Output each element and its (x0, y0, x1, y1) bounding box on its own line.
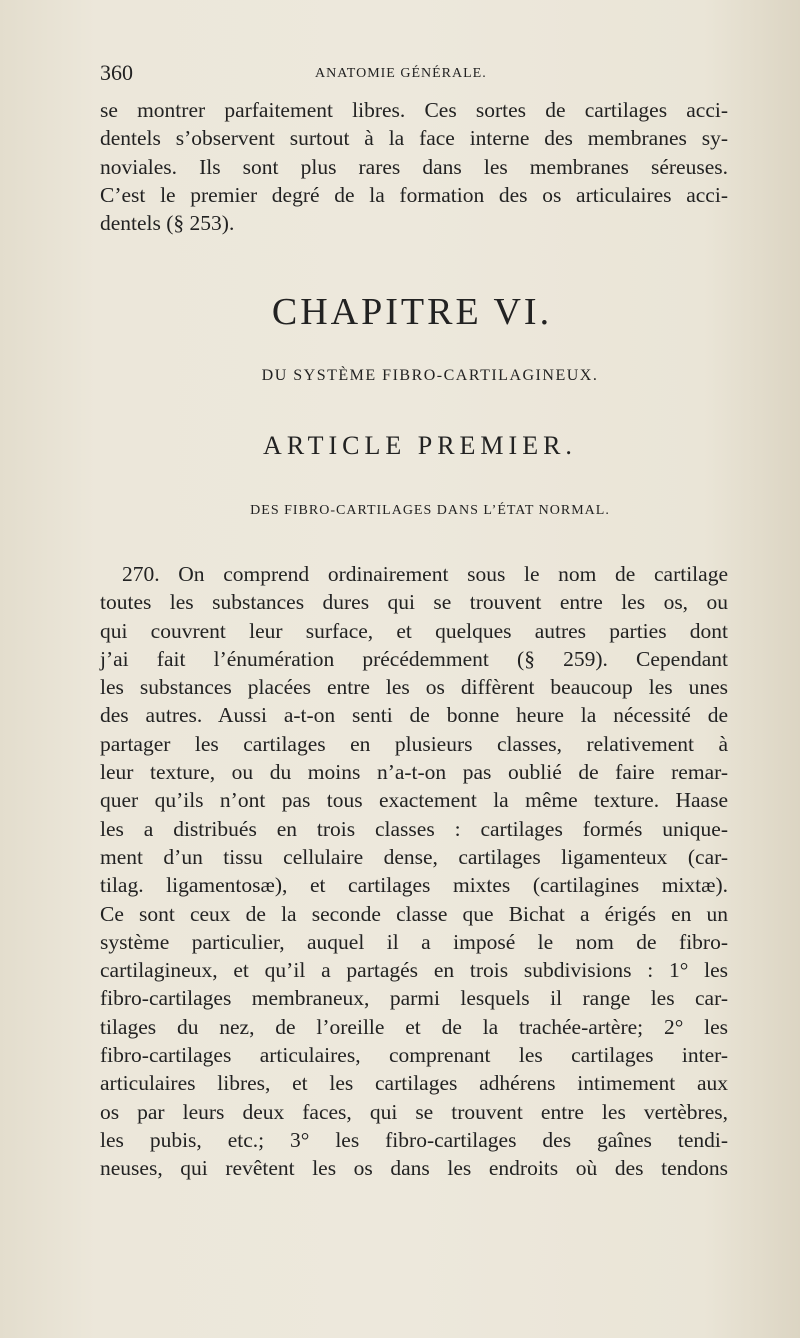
text-line: ment d’un tissu cellulaire dense, cartilages ligamenteux (car- (100, 844, 728, 869)
chapter-subtitle: DU SYSTÈME FIBRO-CARTILAGINEUX. (261, 367, 599, 384)
body-paragraph (100, 560, 728, 1183)
text-line: fibro-cartilages membraneux, parmi lesquels il range les car- (100, 986, 728, 1011)
text-line: C’est le premier degré de la formation des os articulaires acci- (100, 182, 728, 207)
text-line: tilag. ligamentosæ), et cartilages mixtes (cartilagines mixtæ). (100, 873, 728, 898)
text-line: les pubis, etc.; 3° les fibro-cartilages des gaînes tendi- (100, 1127, 728, 1152)
text-line: articulaires libres, et les cartilages adhérens intimement aux (100, 1071, 728, 1096)
text-line: neuses, qui revêtent les os dans les endroits où des tendons (100, 1156, 728, 1181)
text-line: qui couvrent leur surface, et quelques autres parties dont (100, 618, 728, 643)
text-line: fibro-cartilages articulaires, comprenant les cartilages inter- (100, 1043, 728, 1068)
text-line: se montrer parfaitement libres. Ces sortes de cartilages acci- (100, 98, 728, 122)
text-line: noviales. Ils sont plus rares dans les membranes séreuses. (100, 154, 728, 179)
text-line: 270. On comprend ordinairement sous le nom de cartilage (122, 562, 728, 586)
text-line: quer qu’ils n’ont pas tous exactement la même texture. Haase (100, 788, 728, 813)
text-line: dentels s’observent surtout à la face interne des membranes sy- (100, 126, 728, 151)
text-line: les a distribués en trois classes : cartilages formés unique- (100, 816, 728, 841)
article-title: ARTICLE PREMIER. (263, 431, 577, 460)
text-line: partager les cartilages en plusieurs classes, relativement à (100, 731, 728, 756)
running-head: ANATOMIE GÉNÉRALE. (315, 66, 487, 81)
text-line: Ce sont ceux de la seconde classe que Bichat a érigés en un (100, 901, 728, 926)
page-header (100, 60, 720, 90)
text-line: cartilagineux, et qu’il a partagés en trois subdivisions : 1° les (100, 958, 728, 983)
text-line: os par leurs deux faces, qui se trouvent entre les vertèbres, (100, 1099, 728, 1124)
chapter-title: CHAPITRE VI. (271, 291, 553, 333)
text-line: tilages du nez, de l’oreille et de la trachée-artère; 2° les (100, 1014, 728, 1039)
text-line: toutes les substances dures qui se trouvent entre les os, ou (100, 590, 728, 615)
text-line: leur texture, ou du moins n’a-t-on pas oublié de faire remar- (100, 760, 728, 785)
text-line: dentels (§ 253). (100, 211, 235, 236)
text-line: système particulier, auquel il a imposé le nom de fibro- (100, 929, 728, 954)
text-line: j’ai fait l’énumération précédemment (§ 259). Cependant (100, 646, 728, 671)
text-line: des autres. Aussi a-t-on senti de bonne heure la nécessité de (100, 703, 728, 728)
page-number: 360 (100, 60, 133, 85)
text-line: les substances placées entre les os diffèrent beaucoup les unes (100, 675, 728, 700)
intro-paragraph (100, 96, 728, 237)
article-subtitle: DES FIBRO-CARTILAGES DANS L’ÉTAT NORMAL. (250, 503, 610, 518)
